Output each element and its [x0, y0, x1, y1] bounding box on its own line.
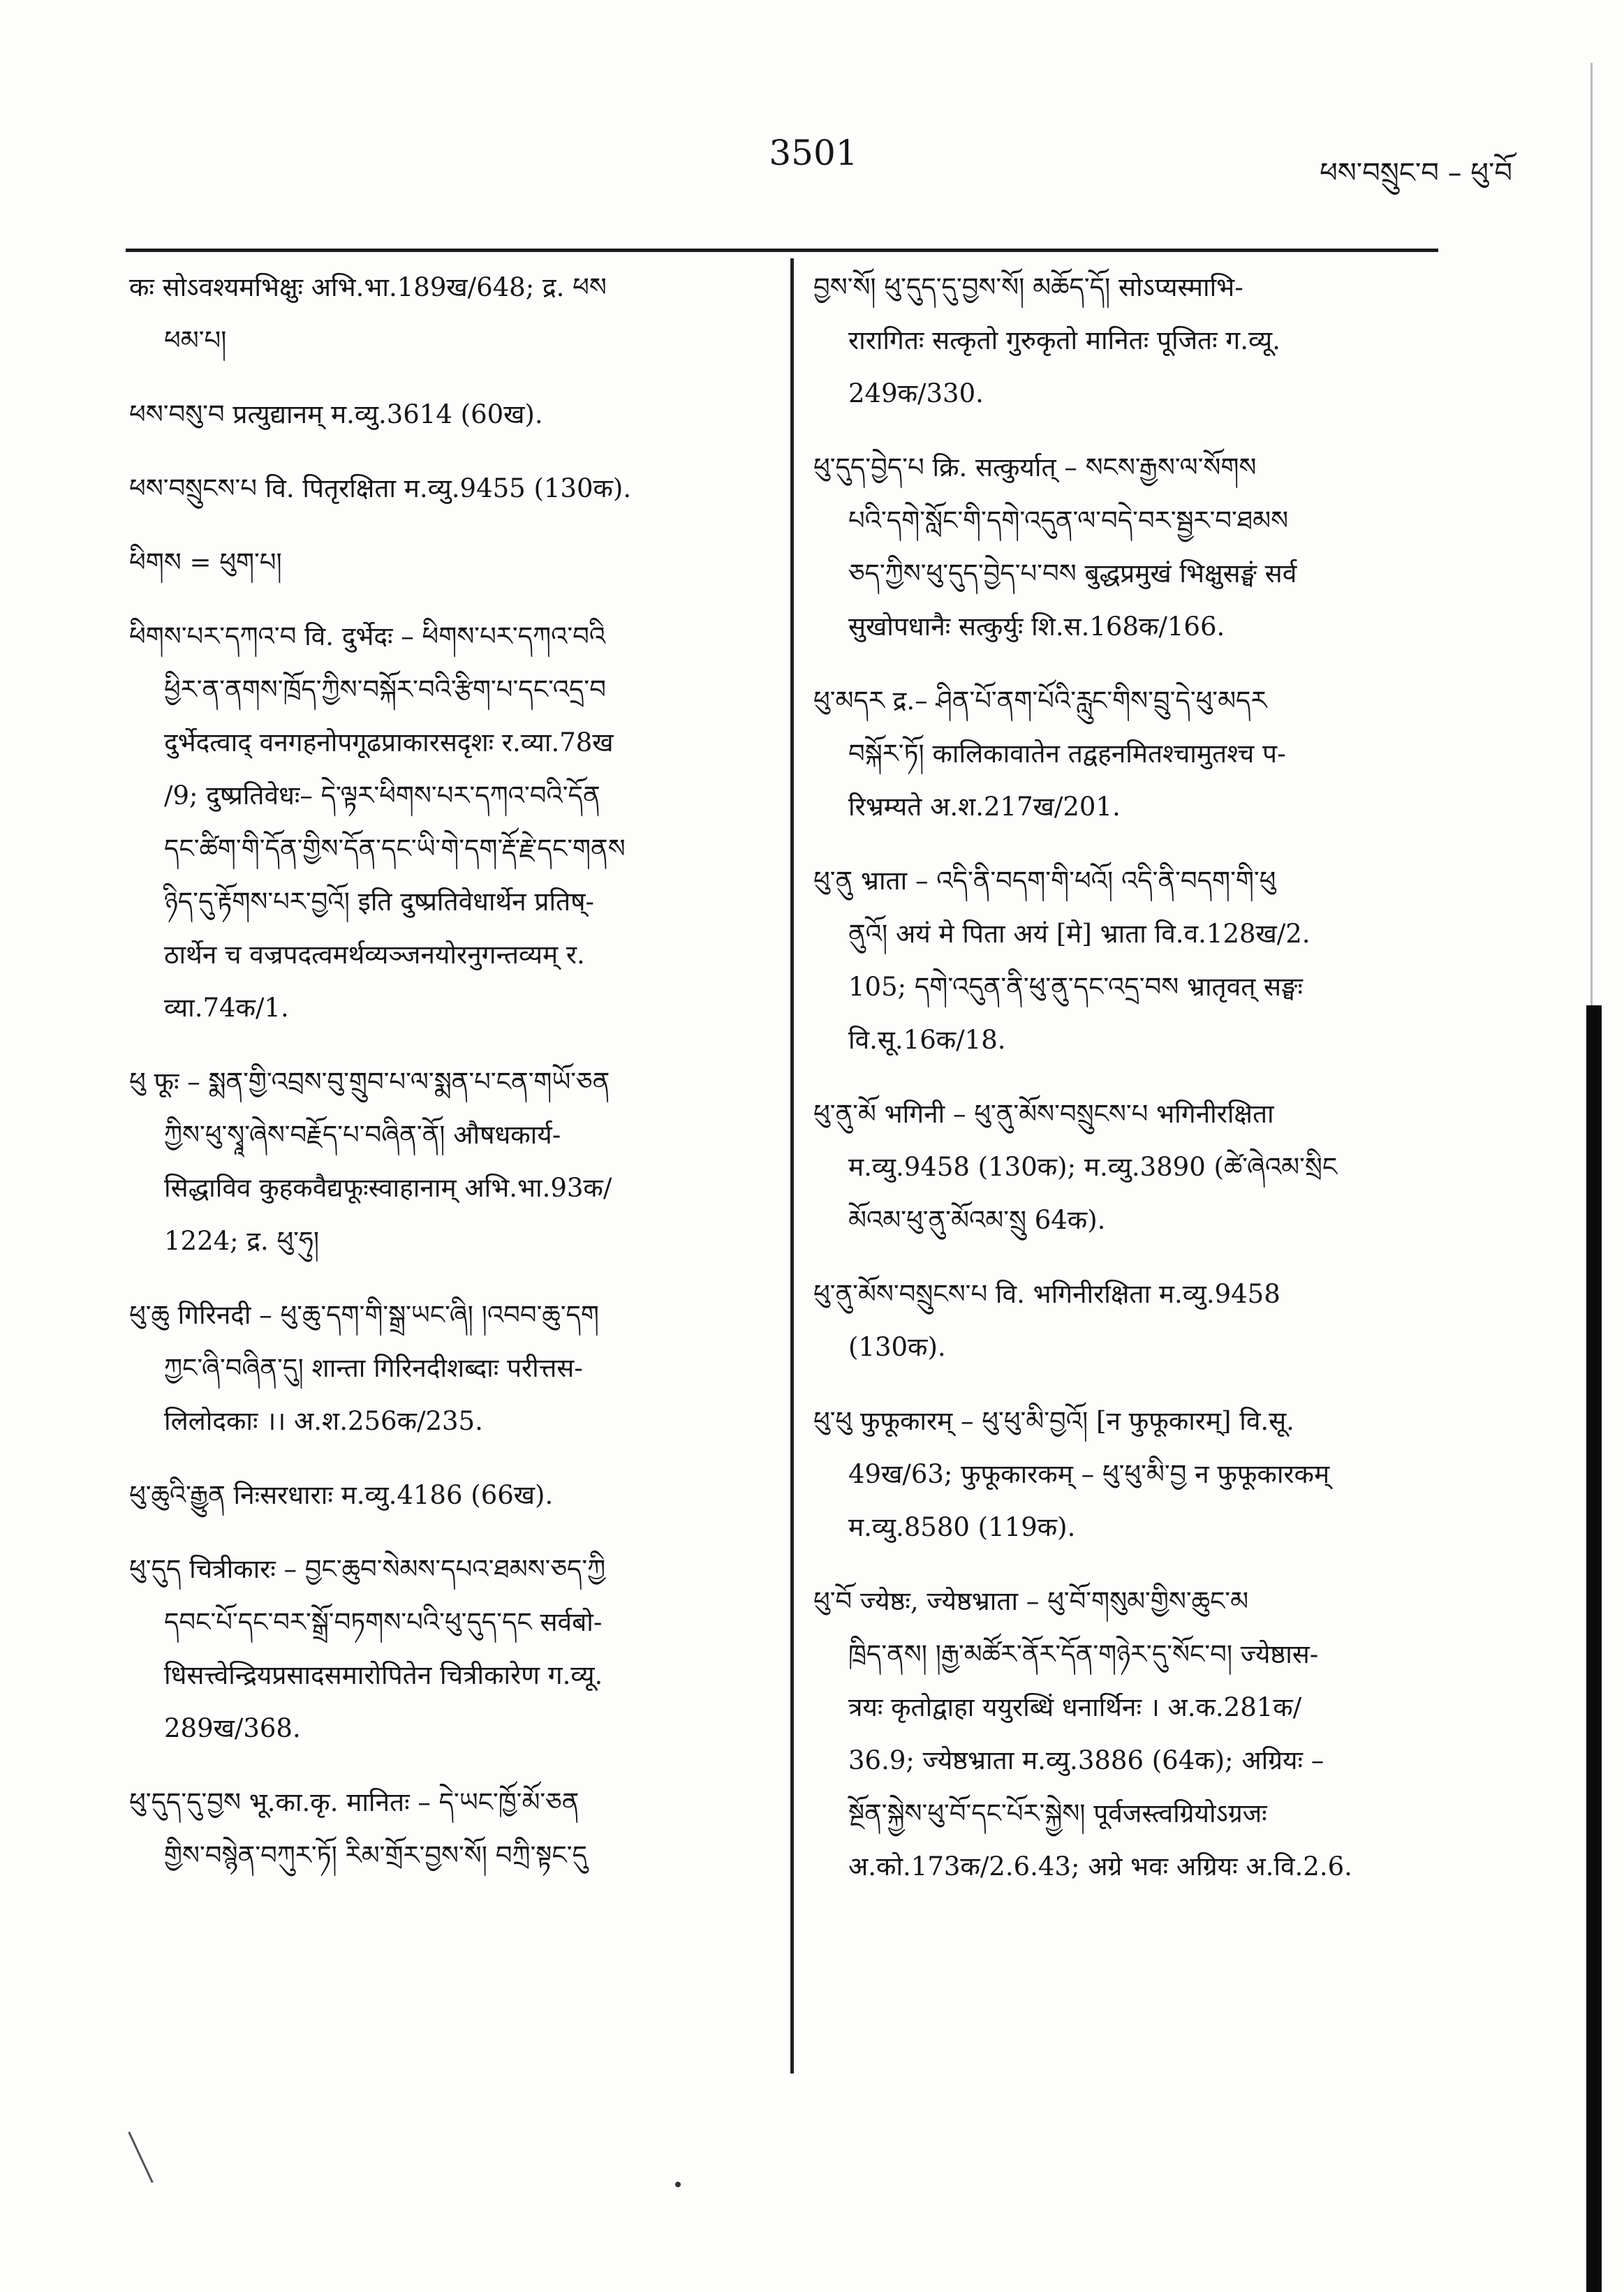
right-column — [813, 261, 1553, 1914]
entry-line: 105; དགེ་འདུན་ནི་ཕུ་ནུ་དང་འདྲ་བས भ्रातृवत् सङ्घः — [848, 972, 1303, 1002]
scan-edge-faint — [1590, 63, 1593, 1012]
dictionary-entry — [813, 261, 1553, 420]
entry-line: དང་ཚིག་གི་དོན་གྱིས་དོན་དང་ཡི་གེ་དག་རྡོ་རྗེ་དང་གནས — [164, 834, 626, 864]
dictionary-entry — [813, 674, 1553, 834]
page-number: 3501 — [769, 133, 858, 173]
entry-headline: ཕིགས་པར་དཀའ་བ वि. दुर्भेदः – ཕིགས་པར་དཀའ་བའི — [129, 621, 606, 651]
entry-headline: ཕུ་ནུ भ्राता – འདི་ནི་བདག་གི་ཕའོ། འདི་ནི་བདག་གི་ཕུ — [813, 866, 1276, 896]
dictionary-entry — [129, 388, 772, 441]
entry-headline: ཕས་བསྲུངས་པ वि. पितृरक्षिता म.व्यु.9455 (130क). — [129, 473, 632, 503]
entry-line: म.व्यु.8580 (119क). — [848, 1512, 1076, 1542]
entry-line: लिलोदकाः ।। अ.श.256क/235. — [164, 1406, 483, 1436]
dictionary-entry — [813, 1268, 1553, 1374]
entry-line: 36.9; ज्येष्ठभ्राता म.व्यु.3886 (64क); अग्रियः – — [848, 1745, 1324, 1775]
entry-line: ཕམ་པ། — [164, 325, 227, 355]
entry-line: (130क). — [848, 1332, 946, 1362]
entry-line: པའི་དགེ་སློང་གི་དགེ་འདུན་ལ་བདེ་བར་སྦྱར་བ་ཐམས — [848, 505, 1289, 535]
dictionary-entry — [129, 1469, 772, 1522]
dictionary-entry — [129, 1056, 772, 1268]
entry-headline: ཕུ་དུད་དུ་བྱས भू.का.कृ. मानितः – དེ་ཡང་ཁྱོ་མོ་ཅན — [129, 1787, 580, 1817]
entry-line: सिद्धाविव कुहकवैद्यफूःस्वाहानाम् अभि.भा.93क/ — [164, 1173, 612, 1203]
entry-headline: ཕུ་ཆུའི་རྒྱུན निःसरधाराः म.व्यु.4186 (66ख). — [129, 1480, 554, 1510]
dictionary-entry — [129, 1543, 772, 1755]
column-divider — [790, 258, 794, 2073]
scan-dot — [675, 2182, 681, 2187]
entry-headline: ཕུ་བོ ज्येष्ठः, ज्येष्ठभ्राता – ཕུ་བོ་གསུམ་གྱིས་ཆུང་མ — [813, 1586, 1249, 1616]
dictionary-entry — [129, 261, 772, 367]
entry-line: वि.सू.16क/18. — [848, 1025, 1006, 1055]
entry-line: /9; दुष्प्रतिवेधः– དེ་ལྟར་ཕིགས་པར་དཀའ་བའི་དོན — [164, 781, 600, 811]
entry-line: रिभ्रम्यते अ.श.217ख/201. — [848, 792, 1121, 822]
dictionary-entry — [813, 1575, 1553, 1893]
entry-line: ཁྲིད་ནས། །རྒྱ་མཚོར་ནོར་དོན་གཉེར་དུ་སོང་བ། ज्येष्ठास- — [848, 1639, 1319, 1669]
entry-line: སྔོན་སྐྱེས་ཕུ་བོ་དང་པོར་སྐྱེས། पूर्वजस्त्वग्रियोऽग्रजः — [848, 1798, 1267, 1828]
dictionary-entry — [813, 855, 1553, 1067]
entry-line: म.व्यु.9458 (130क); म.व्यु.3890 (ཚེ་ཞེའམ་སྲིང — [848, 1152, 1338, 1182]
dictionary-entry — [813, 441, 1553, 653]
scan-edge-shadow — [1586, 1005, 1602, 2292]
scan-mark — [128, 2131, 154, 2183]
entry-headline: कः सोऽवश्यमभिक्षुः अभि.भा.189ख/648; द्र. ཕས — [129, 272, 607, 302]
entry-headline: ཕུ་ནུ་མོས་བསྲུངས་པ वि. भगिनीरक्षिता म.व्यु.9458 — [813, 1279, 1280, 1309]
entry-line: ཉིད་དུ་རྟོགས་པར་བྱའོ། इति दुष्प्रतिवेधार्थेन प्रतिष्- — [164, 887, 595, 917]
entry-line: བསྐོར་ཏོ། कालिकावातेन तद्वहनमितश्चामुतश्च प- — [848, 739, 1286, 769]
entry-line: रारागितः सत्कृतो गुरुकृतो मानितः पूजितः ग.व्यू. — [848, 325, 1280, 355]
entry-line: ठार्थेन च वज्रपदत्वमर्थव्यञ्जनयोरनुगन्तव्यम् र. — [164, 940, 585, 970]
dictionary-entry — [129, 536, 772, 589]
entry-line: དབང་པོ་དང་བར་སྒྲོ་བཏགས་པའི་ཕུ་དུད་དང सर्वबो- — [164, 1607, 603, 1637]
guide-words: ཕས་བསྲུང་བ – ཕུ་བོ — [1320, 157, 1512, 189]
dictionary-entry — [129, 1776, 772, 1882]
entry-line: 249क/330. — [848, 378, 984, 408]
dictionary-entry — [813, 1088, 1553, 1247]
entry-headline: ཕུ་ནུ་མོ भगिनी – ཕུ་ནུ་མོས་བསྲུངས་པ भगिनीरक्षिता — [813, 1099, 1274, 1129]
entry-line: 49ख/63; फुफूकारकम् – ཕུ་ཕུ་མི་བྱ न फुफूकारकम् — [848, 1459, 1330, 1489]
entry-line: त्रयः कृतोद्वाहा ययुरब्धिं धनार्थिनः । अ.क.281क/ — [848, 1692, 1302, 1722]
left-column — [129, 261, 772, 1903]
entry-headline: བྱས་སོ། ཕུ་དུད་དུ་བྱས་སོ། མཆོད་དོ། सोऽप्यस्माभि- — [813, 272, 1243, 302]
entry-headline: ཕུ་ཕུ फुफूकारम् – ཕུ་ཕུ་མི་བྱའོ། [न फुफूकारम्] वि.सू. — [813, 1406, 1294, 1436]
entry-line: धिसत्त्वेन्द्रियप्रसादसमारोपितेन चित्रीकारेण ग.व्यू. — [164, 1660, 603, 1690]
entry-line: व्या.74क/1. — [164, 993, 289, 1023]
entry-line: གྱིས་བསྙེན་བཀུར་ཏོ། རིམ་གྲོར་བྱས་སོ། བཀྲི་སྟང་དུ — [164, 1840, 587, 1870]
entry-line: ཀྱིས་ཕུ་སྭཱ་ཞེས་བརྗོད་པ་བཞིན་ནོ། औषधकार्य- — [164, 1120, 561, 1150]
entry-line: 1224; द्र. ཕུ་ཧུ། — [164, 1226, 320, 1256]
entry-line: दुर्भेदत्वाद् वनगहनोपगूढप्राकारसदृशः र.व्या.78ख — [164, 727, 614, 757]
entry-headline: ཕུ་དུད་བྱེད་པ क्रि. सत्कुर्यात् – སངས་རྒྱས་ལ་སོགས — [813, 452, 1257, 482]
entry-headline: ཕིགས = ཕུག་པ། — [129, 547, 282, 577]
entry-line: 289ख/368. — [164, 1713, 301, 1743]
dictionary-entry — [129, 610, 772, 1035]
entry-line: མོའམ་ཕུ་ནུ་མོའམ་སྲུ 64क). — [848, 1205, 1106, 1235]
header-rule — [126, 249, 1438, 252]
entry-line: ཅད་ཀྱིས་ཕུ་དུད་བྱེད་པ་བས बुद्धप्रमुखं भिक्षुसङ्घं सर्व — [848, 559, 1297, 589]
entry-headline: ཕས་བསུ་བ प्रत्युद्यानम् म.व्यु.3614 (60ख). — [129, 399, 543, 429]
dictionary-entry — [129, 1289, 772, 1448]
entry-headline: ཕུ་ཆུ गिरिनदी – ཕུ་ཆུ་དག་གི་སྒྲ་ཡང་ཞི། །འབབ་ཆུ་དག — [129, 1300, 599, 1330]
entry-headline: ཕུ फूः – སྨན་གྱི་འབྲས་བུ་གྲུབ་པ་ལ་སྨན་པ་ངན་གཡོ་ཅན — [129, 1067, 610, 1097]
entry-headline: ཕུ་དུད चित्रीकारः – བྱང་ཆུབ་སེམས་དཔའ་ཐམས་ཅད་ཀྱི — [129, 1554, 606, 1584]
entry-line: अ.को.173क/2.6.43; अग्रे भवः अग्रियः अ.वि.2.6. — [848, 1851, 1352, 1881]
entry-line: सुखोपधानैः सत्कुर्युः शि.स.168क/166. — [848, 612, 1225, 642]
dictionary-entry — [129, 462, 772, 515]
entry-line: ཕྱིར་ན་ནགས་ཁྲོད་ཀྱིས་བསྐོར་བའི་རྩིག་པ་དང་འདྲ་བ — [164, 674, 606, 704]
dictionary-entry — [813, 1395, 1553, 1554]
entry-line: ཀྱང་ཞི་བཞིན་དུ། शान्ता गिरिनदीशब्दाः परीत्तस- — [164, 1353, 583, 1383]
entry-headline: ཕུ་མདར द्र.– ཤིན་པོ་ནག་པོའི་རླུང་གིས་བྲུ་དེ་ཕུ་མདར — [813, 686, 1267, 716]
entry-line: ནུའོ། अयं मे पिता अयं [मे] भ्राता वि.व.128ख/2. — [848, 919, 1311, 949]
